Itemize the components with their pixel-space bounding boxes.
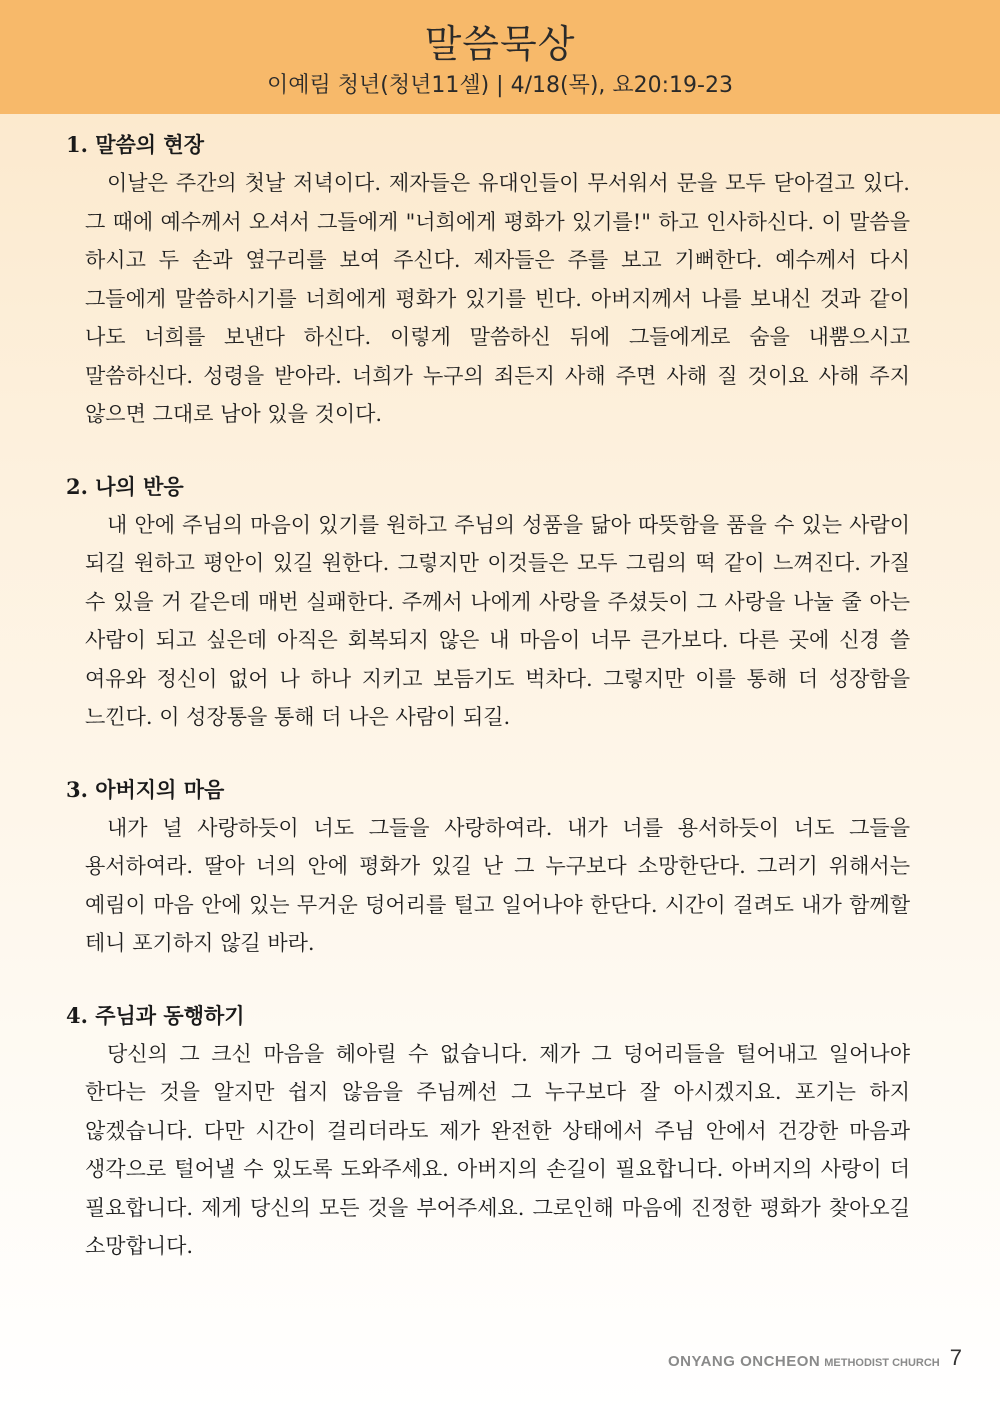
header-band (0, 0, 1000, 114)
section-title: 3. 아버지의 마음 (66, 776, 225, 802)
section-body: 내 안에 주님의 마음이 있기를 원하고 주님의 성품을 닮아 따뜻함을 품을 수 있는 사람이 되길 원하고 평안이 있길 원한다. 그렇지만 이것들은 모두 그림의 떡 같이 느껴진다. 가질 수 있을 거 같은데 매번 실패한다. 주께서 나에게 사랑을 주셨듯이 그 사랑을 나눌 줄 아는 사람이 되고 싶은데 아직은 회복되지 않은 내 마음이 너무 큰가보다. 다른 곳에 신경 쓸 여유와 정신이 없어 나 하나 지키고 보듬기도 벅차다. 그렇지만 이를 통해 더 성장함을 느낀다. 이 성장통을 통해 더 나은 사람이 되길. (85, 512, 910, 729)
section-word-scene (0, 128, 1000, 434)
page-title: 말씀묵상 (424, 22, 576, 66)
page-footer (668, 1340, 962, 1370)
page-subtitle: 이예림 청년(청년11셀) | 4/18(목), 요20:19-23 (267, 73, 733, 98)
section-father-heart (0, 773, 1000, 963)
section-body: 이날은 주간의 첫날 저녁이다. 제자들은 유대인들이 무서워서 문을 모두 닫아걸고 있다. 그 때에 예수께서 오셔서 그들에게 "너희에게 평화가 있기를!" 하고 인사하신다. 이 말씀을 하시고 두 손과 옆구리를 보여 주신다. 제자들은 주를 보고 기뻐한다. 예수께서 다시 그들에게 말씀하시기를 너희에게 평화가 있기를 빈다. 아버지께서 나를 보내신 것과 같이 나도 너희를 보낸다 하신다. 이렇게 말씀하신 뒤에 그들에게로 숨을 내뿜으시고 말씀하신다. 성령을 받아라. 너희가 누구의 죄든지 사해 주면 사해 질 것이요 사해 주지 않으면 그대로 남아 있을 것이다. (85, 171, 910, 426)
section-body: 당신의 그 크신 마음을 헤아릴 수 없습니다. 제가 그 덩어리들을 털어내고 일어나야 한다는 것을 알지만 쉽지 않음을 주님께선 그 누구보다 잘 아시겠지요. 포기는 하지 않겠습니다. 다만 시간이 걸리더라도 제가 완전한 상태에서 주님 안에서 건강한 마음과 생각으로 털어낼 수 있도록 도와주세요. 아버지의 손길이 필요합니다. 아버지의 사랑이 더 필요합니다. 제게 당신의 모든 것을 부어주세요. 그로인해 마음에 진정한 평화가 찾아오길 소망합니다. (85, 1041, 910, 1258)
section-title: 2. 나의 반응 (66, 473, 184, 499)
meditation-content (0, 128, 1000, 1302)
church-name: ONYANG ONCHEON (667, 1353, 821, 1370)
page-number: 7 (949, 1345, 962, 1370)
section-title: 1. 말씀의 현장 (66, 132, 204, 157)
section-walk-with-lord (0, 999, 1000, 1266)
church-subtitle: METHODIST CHURCH (824, 1357, 940, 1369)
section-my-response (0, 470, 1000, 737)
section-body: 내가 널 사랑하듯이 너도 그들을 사랑하여라. 내가 너를 용서하듯이 너도 그들을 용서하여라. 딸아 너의 안에 평화가 있길 난 그 누구보다 소망한단다. 그러기 위해서는 예림이 마음 안에 있는 무거운 덩어리를 털고 일어나야 한단다. 시간이 걸려도 내가 함께할 테니 포기하지 않길 바라. (85, 815, 910, 955)
section-title: 4. 주님과 동행하기 (66, 1002, 245, 1028)
